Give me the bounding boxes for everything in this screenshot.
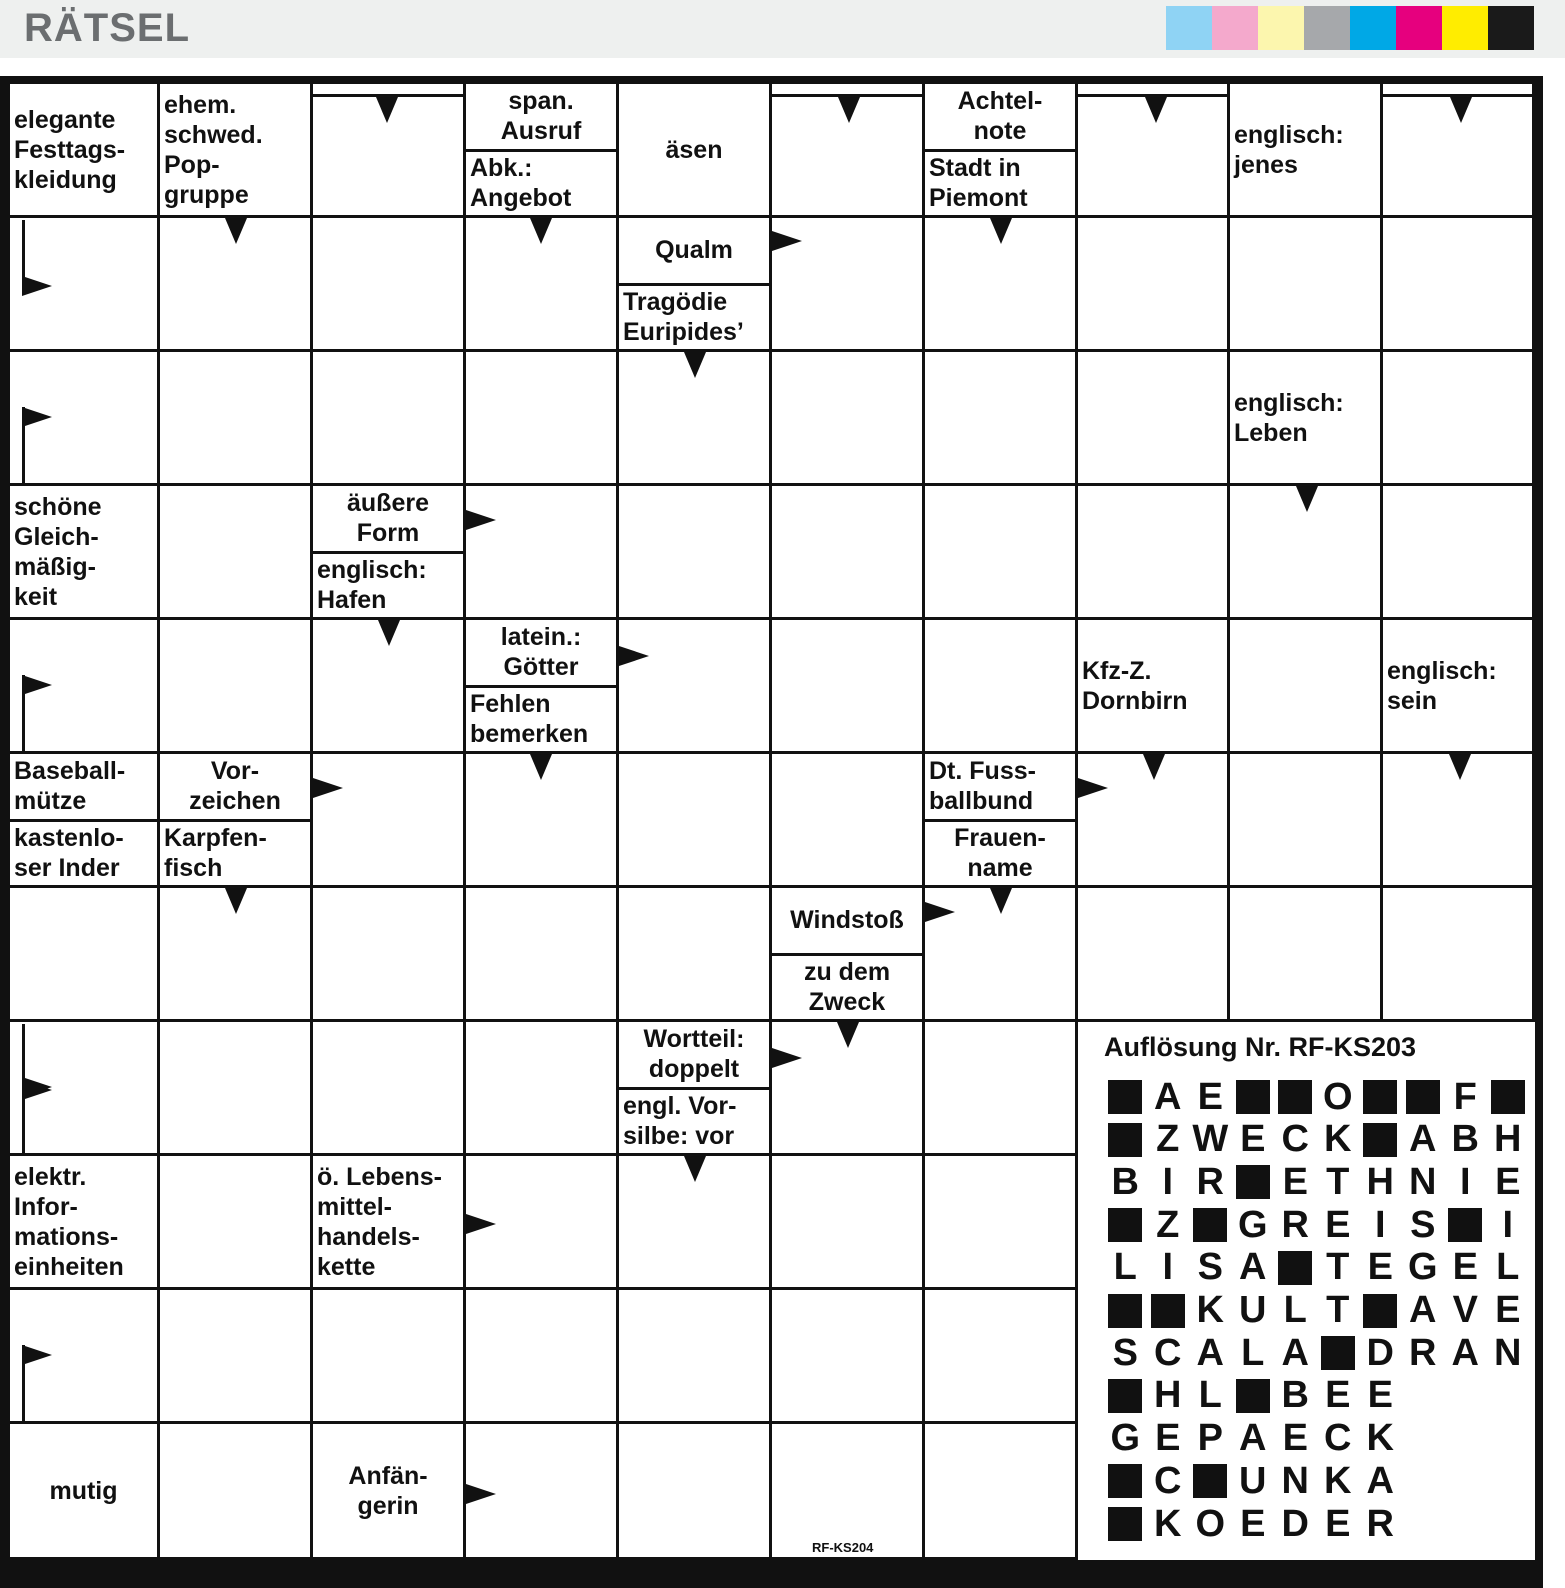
arrow-down-icon [990, 218, 1012, 244]
solution-block [1104, 1290, 1147, 1332]
solution-letter: E [1367, 1374, 1393, 1417]
answer-cell[interactable] [1230, 754, 1383, 888]
clue-cell: ö. Lebens- mittel- handels- kette [317, 1162, 443, 1281]
answer-cell[interactable] [619, 1424, 772, 1560]
answer-cell[interactable] [313, 1290, 466, 1424]
solution-letter: S [1197, 1246, 1223, 1289]
solution-block [1359, 1290, 1402, 1332]
solution-block [1274, 1076, 1317, 1118]
solution-letter: R [1196, 1160, 1224, 1203]
arrow-right-icon [619, 646, 649, 666]
solution-letter: E [1197, 1075, 1223, 1118]
answer-cell[interactable] [772, 754, 925, 888]
clue-cell: Tragödie Euripides’ [623, 288, 744, 346]
answer-cell[interactable] [772, 352, 925, 486]
clue-cell: zu dem Zweck [803, 958, 891, 1016]
solution-block [1104, 1119, 1147, 1161]
arrow-down-icon [530, 754, 552, 780]
arrow-right-icon [22, 1345, 52, 1365]
answer-cell[interactable] [466, 486, 619, 620]
answer-cell[interactable] [619, 1290, 772, 1424]
solution-letter: A [1409, 1118, 1437, 1161]
clue-cell: Achtel- note [957, 87, 1043, 145]
solution-letter: E [1240, 1118, 1266, 1161]
solution-letter: N [1409, 1160, 1437, 1203]
solution-letter: L [1496, 1246, 1520, 1289]
black-square [1236, 1165, 1270, 1199]
arrow-right-icon [22, 675, 52, 695]
arrow-right-icon [22, 276, 52, 296]
color-swatch [1396, 6, 1442, 50]
clue-cell: kastenlo- ser Inder [14, 824, 124, 882]
answer-cell[interactable] [1230, 888, 1383, 1022]
solution-letter: E [1495, 1160, 1521, 1203]
solution-panel [1080, 1024, 1532, 1560]
solution-letter: R [1281, 1203, 1309, 1246]
clue-cell: englisch: Hafen [317, 556, 427, 614]
clue-cell: englisch: sein [1387, 656, 1497, 715]
answer-cell[interactable] [619, 486, 772, 620]
clue-cell: Kfz-Z. Dornbirn [1082, 656, 1188, 715]
solution-block [1189, 1460, 1232, 1502]
solution-letter: E [1325, 1502, 1351, 1545]
answer-cell[interactable] [619, 888, 772, 1022]
answer-cell[interactable] [1078, 352, 1230, 486]
solution-letter: D [1281, 1502, 1309, 1545]
black-square [1363, 1080, 1397, 1114]
answer-cell[interactable] [10, 888, 160, 1022]
black-square [1108, 1080, 1142, 1114]
answer-cell[interactable] [160, 620, 313, 754]
answer-cell[interactable] [1078, 218, 1230, 352]
solution-row [1104, 1161, 1529, 1203]
solution-letter: R [1409, 1331, 1437, 1374]
color-swatch [1350, 6, 1396, 50]
arrow-down-icon [530, 218, 552, 244]
black-square [1108, 1294, 1142, 1328]
solution-letter: Z [1156, 1203, 1180, 1246]
solution-letter: K [1196, 1289, 1224, 1331]
clue-cell: äußere Form [347, 489, 429, 547]
solution-letter: R [1366, 1502, 1394, 1545]
answer-cell[interactable] [925, 486, 1078, 620]
solution-letter: I [1162, 1246, 1174, 1289]
arrow-down-icon [684, 1156, 706, 1182]
arrow-down-icon [225, 218, 247, 244]
clue-cell: Dt. Fuss- ballbund [929, 757, 1036, 815]
clue-cell: ehem. schwed. Pop- gruppe [164, 90, 263, 209]
black-square [1236, 1080, 1270, 1114]
solution-block [1189, 1204, 1232, 1246]
answer-cell[interactable] [1078, 486, 1230, 620]
black-square [1491, 1080, 1525, 1114]
answer-cell[interactable] [160, 1156, 313, 1290]
answer-cell[interactable] [466, 1022, 619, 1156]
solution-letter: L [1241, 1331, 1265, 1374]
arrow-right-icon [466, 510, 496, 530]
solution-letter: K [1324, 1459, 1352, 1502]
solution-letter: H [1494, 1118, 1522, 1161]
solution-letter: H [1366, 1160, 1394, 1203]
solution-letter: D [1366, 1331, 1394, 1374]
solution-letter: W [1192, 1118, 1229, 1161]
solution-letter: C [1324, 1417, 1352, 1460]
solution-letter: L [1198, 1374, 1222, 1417]
color-swatch [1304, 6, 1350, 50]
solution-block [1444, 1204, 1487, 1246]
solution-letter: A [1451, 1331, 1479, 1374]
clue-cell: Wortteil: doppelt [643, 1025, 745, 1083]
solution-row [1104, 1076, 1529, 1118]
answer-cell[interactable] [772, 620, 925, 754]
solution-row [1104, 1247, 1529, 1289]
clue-cell: Frauen- name [954, 824, 1046, 882]
arrow-right-icon [22, 407, 52, 427]
solution-letter: I [1162, 1160, 1174, 1203]
solution-letter: T [1326, 1289, 1350, 1331]
arrow-down-icon [1296, 486, 1318, 512]
solution-letter: G [1407, 1246, 1438, 1289]
arrow-down-icon [376, 97, 398, 123]
solution-letter: S [1112, 1331, 1138, 1374]
solution-row [1104, 1119, 1529, 1161]
solution-letter: V [1452, 1289, 1478, 1331]
answer-cell[interactable] [1383, 352, 1535, 486]
answer-cell[interactable] [1078, 888, 1230, 1022]
clue-cell: elektr. Infor- mations- einheiten [14, 1162, 124, 1281]
color-swatch [1488, 6, 1534, 50]
solution-block [1232, 1161, 1275, 1203]
solution-letter: B [1281, 1374, 1309, 1417]
clue-cell: engl. Vor- silbe: vor [623, 1092, 737, 1150]
solution-letter: E [1325, 1374, 1351, 1417]
black-square [1278, 1251, 1312, 1285]
arrow-down-icon [225, 888, 247, 914]
answer-cell[interactable] [1230, 218, 1383, 352]
solution-letter: O [1322, 1075, 1353, 1118]
clue-cell: Anfän- gerin [348, 1461, 428, 1520]
answer-cell[interactable] [1383, 486, 1535, 620]
solution-row [1104, 1290, 1529, 1332]
answer-cell[interactable] [772, 486, 925, 620]
solution-letter: B [1451, 1118, 1479, 1161]
clue-cell: elegante Festtags- kleidung [14, 105, 126, 194]
clue-cell: Baseball- mütze [14, 757, 126, 815]
solution-block [1104, 1460, 1147, 1502]
answer-cell[interactable] [1383, 888, 1535, 1022]
answer-cell[interactable] [925, 620, 1078, 754]
solution-letter: A [1366, 1459, 1394, 1502]
answer-cell[interactable] [466, 1290, 619, 1424]
arrow-right-icon [22, 1077, 52, 1097]
black-square [1151, 1294, 1185, 1328]
arrow-down-icon [1143, 754, 1165, 780]
solution-block [1104, 1503, 1147, 1545]
solution-block [1104, 1076, 1147, 1118]
solution-letter: O [1195, 1502, 1226, 1545]
solution-letter: P [1197, 1417, 1223, 1460]
arrow-down-icon [838, 97, 860, 123]
clue-cell: Vor- zeichen [189, 757, 281, 815]
solution-letter: F [1453, 1075, 1477, 1118]
solution-letter: B [1111, 1160, 1139, 1203]
solution-letter: I [1502, 1203, 1514, 1246]
black-square [1363, 1123, 1397, 1157]
arrow-down-icon [837, 1022, 859, 1048]
black-square [1321, 1336, 1355, 1370]
arrow-down-icon [1449, 754, 1471, 780]
solution-letter: N [1281, 1459, 1309, 1502]
solution-letter: H [1154, 1374, 1182, 1417]
header-bar [0, 0, 1565, 58]
answer-cell[interactable] [925, 352, 1078, 486]
solution-letter: E [1495, 1289, 1521, 1331]
black-square [1108, 1379, 1142, 1413]
solution-letter: I [1459, 1160, 1471, 1203]
answer-cell[interactable] [772, 1290, 925, 1424]
arrow-down-icon [378, 620, 400, 646]
solution-letter: A [1281, 1331, 1309, 1374]
answer-cell[interactable] [160, 1290, 313, 1424]
clue-cell: Qualm [655, 236, 733, 264]
arrow-right-icon [466, 1484, 496, 1504]
answer-cell[interactable] [925, 1290, 1078, 1424]
solution-letter: G [1237, 1203, 1268, 1246]
clue-cell: span. Ausruf [500, 87, 582, 145]
color-swatch [1212, 6, 1258, 50]
solution-block [1232, 1375, 1275, 1417]
answer-cell[interactable] [160, 1022, 313, 1156]
black-square [1448, 1208, 1482, 1242]
clue-cell: äsen [665, 135, 723, 164]
answer-cell[interactable] [466, 888, 619, 1022]
solution-letter: A [1154, 1075, 1182, 1118]
answer-cell[interactable] [160, 352, 313, 486]
answer-cell[interactable] [313, 1022, 466, 1156]
clue-cell: Fehlen bemerken [470, 690, 589, 748]
solution-letter: E [1367, 1246, 1393, 1289]
answer-cell[interactable] [1230, 620, 1383, 754]
clue-cell: latein.: Götter [500, 623, 582, 681]
solution-block [1359, 1119, 1402, 1161]
black-square [1108, 1208, 1142, 1242]
answer-cell[interactable] [466, 352, 619, 486]
solution-letter: A [1196, 1331, 1224, 1374]
solution-letter: L [1283, 1289, 1307, 1331]
answer-cell[interactable] [619, 620, 772, 754]
solution-letter: T [1326, 1246, 1350, 1289]
black-square [1278, 1080, 1312, 1114]
solution-letter: S [1410, 1203, 1436, 1246]
solution-letter: L [1113, 1246, 1137, 1289]
page-title: RÄTSEL [24, 6, 190, 50]
black-square [1406, 1080, 1440, 1114]
solution-block [1232, 1076, 1275, 1118]
solution-block [1104, 1204, 1147, 1246]
solution-letter: A [1239, 1417, 1267, 1460]
solution-row [1104, 1375, 1402, 1417]
solution-letter: C [1281, 1118, 1309, 1161]
clue-cell: Windstoß [790, 906, 904, 934]
answer-cell[interactable] [925, 1022, 1078, 1156]
arrow-right-icon [313, 778, 343, 798]
solution-letter: N [1494, 1331, 1522, 1374]
black-square [1108, 1464, 1142, 1498]
black-square [1108, 1507, 1142, 1541]
color-swatches [1166, 6, 1534, 50]
solution-block [1402, 1076, 1445, 1118]
answer-cell[interactable] [160, 1424, 313, 1560]
solution-block [1274, 1247, 1317, 1289]
clue-cell: Karpfen- fisch [164, 824, 267, 882]
answer-cell[interactable] [1383, 218, 1535, 352]
clue-cell: Abk.: Angebot [470, 154, 572, 212]
black-square [1193, 1464, 1227, 1498]
solution-letter: G [1110, 1417, 1141, 1460]
solution-block [1104, 1375, 1147, 1417]
arrow-right-icon [925, 902, 955, 922]
solution-letter: K [1324, 1118, 1352, 1161]
arrow-right-icon [772, 1048, 802, 1068]
answer-cell[interactable] [160, 486, 313, 620]
clue-cell: schöne Gleich- mäßig- keit [14, 492, 102, 611]
solution-block [1317, 1332, 1360, 1374]
solution-letter: U [1239, 1459, 1267, 1502]
solution-block [1487, 1076, 1530, 1118]
answer-cell[interactable] [313, 218, 466, 352]
answer-cell[interactable] [772, 1156, 925, 1290]
clue-cell: Stadt in Piemont [929, 154, 1028, 212]
solution-row [1104, 1418, 1402, 1460]
clue-cell: englisch: jenes [1234, 120, 1344, 179]
clue-cell: mutig [49, 1476, 118, 1505]
solution-row [1104, 1332, 1529, 1374]
color-swatch [1166, 6, 1212, 50]
answer-cell[interactable] [619, 754, 772, 888]
solution-letter: C [1154, 1331, 1182, 1374]
solution-letter: A [1409, 1289, 1437, 1331]
answer-cell[interactable] [925, 1156, 1078, 1290]
solution-title: Auflösung Nr. RF-KS203 [1104, 1032, 1417, 1062]
solution-row [1104, 1460, 1402, 1502]
black-square [1108, 1123, 1142, 1157]
solution-row [1104, 1204, 1529, 1246]
arrow-down-icon [990, 888, 1012, 914]
solution-letter: E [1155, 1417, 1181, 1460]
black-square [1193, 1208, 1227, 1242]
color-swatch [1442, 6, 1488, 50]
solution-letter: K [1154, 1502, 1182, 1545]
solution-letter: E [1282, 1417, 1308, 1460]
black-square [1363, 1294, 1397, 1328]
black-square [1236, 1379, 1270, 1413]
solution-letter: K [1366, 1417, 1394, 1460]
solution-letter: E [1240, 1502, 1266, 1545]
answer-cell[interactable] [313, 888, 466, 1022]
puzzle-code: RF-KS204 [812, 1540, 874, 1555]
color-swatch [1258, 6, 1304, 50]
arrow-down-icon [1450, 97, 1472, 123]
arrow-right-icon [466, 1214, 496, 1234]
solution-row [1104, 1503, 1402, 1545]
answer-cell[interactable] [313, 352, 466, 486]
arrow-down-icon [1145, 97, 1167, 123]
solution-letter: U [1239, 1289, 1267, 1331]
solution-letter: T [1326, 1160, 1350, 1203]
solution-letter: Z [1156, 1118, 1180, 1161]
answer-cell[interactable] [925, 1424, 1078, 1560]
solution-letter: A [1239, 1246, 1267, 1289]
answer-cell[interactable] [313, 754, 466, 888]
solution-letter: E [1325, 1203, 1351, 1246]
arrow-right-icon [1078, 778, 1108, 798]
solution-letter: E [1452, 1246, 1478, 1289]
solution-block [1147, 1290, 1190, 1332]
arrow-right-icon [772, 231, 802, 251]
solution-letter: E [1282, 1160, 1308, 1203]
solution-letter: I [1374, 1203, 1386, 1246]
arrow-down-icon [684, 352, 706, 378]
solution-letter: C [1154, 1459, 1182, 1502]
solution-block [1359, 1076, 1402, 1118]
clue-cell: englisch: Leben [1234, 388, 1344, 447]
